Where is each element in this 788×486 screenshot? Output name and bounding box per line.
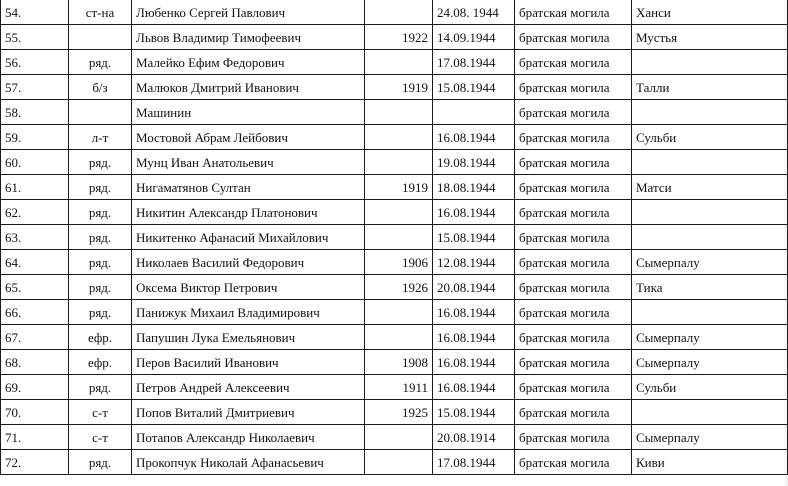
- name-cell: Нигаматянов Султан: [132, 175, 365, 200]
- registry-rows: [1, 0, 788, 475]
- table-row: [1, 375, 788, 400]
- burial-type-cell: братская могила: [515, 275, 632, 300]
- rank-cell: ряд.: [69, 150, 132, 175]
- row-number: 54.: [1, 0, 69, 25]
- burial-type-cell: братская могила: [515, 125, 632, 150]
- row-number: 55.: [1, 25, 69, 50]
- name-cell: Потапов Александр Николаевич: [132, 425, 365, 450]
- row-number: 71.: [1, 425, 69, 450]
- rank-cell: ряд.: [69, 50, 132, 75]
- row-number: 57.: [1, 75, 69, 100]
- row-number: 56.: [1, 50, 69, 75]
- name-cell: Панижук Михаил Владимирович: [132, 300, 365, 325]
- death-date-cell: 16.08.1944: [433, 375, 515, 400]
- table-row: [1, 325, 788, 350]
- table-row: [1, 400, 788, 425]
- burial-place-cell: [632, 100, 788, 125]
- table-row: [1, 300, 788, 325]
- rank-cell: [69, 100, 132, 125]
- burial-type-cell: братская могила: [515, 150, 632, 175]
- death-date-cell: 18.08.1944: [433, 175, 515, 200]
- birth-year-cell: [365, 50, 433, 75]
- death-date-cell: 16.08.1944: [433, 300, 515, 325]
- burial-place-cell: [632, 50, 788, 75]
- rank-cell: ряд.: [69, 300, 132, 325]
- row-number: 68.: [1, 350, 69, 375]
- name-cell: Прокопчук Николай Афанасьевич: [132, 450, 365, 475]
- name-cell: Малейко Ефим Федорович: [132, 50, 365, 75]
- birth-year-cell: 1922: [365, 25, 433, 50]
- name-cell: Николаев Василий Федорович: [132, 250, 365, 275]
- name-cell: Попов Виталий Дмитриевич: [132, 400, 365, 425]
- burial-place-cell: Сульби: [632, 375, 788, 400]
- burial-type-cell: братская могила: [515, 0, 632, 25]
- name-cell: Никитенко Афанасий Михайлович: [132, 225, 365, 250]
- row-number: 63.: [1, 225, 69, 250]
- rank-cell: ряд.: [69, 375, 132, 400]
- death-date-cell: 20.08.1914: [433, 425, 515, 450]
- death-date-cell: 14.09.1944: [433, 25, 515, 50]
- burial-place-cell: Ханси: [632, 0, 788, 25]
- burial-place-cell: Киви: [632, 450, 788, 475]
- table-row: [1, 350, 788, 375]
- burial-place-cell: [632, 400, 788, 425]
- name-cell: Малюков Дмитрий Иванович: [132, 75, 365, 100]
- table-row: [1, 175, 788, 200]
- death-date-cell: 20.08.1944: [433, 275, 515, 300]
- name-cell: Папушин Лука Емельянович: [132, 325, 365, 350]
- burial-type-cell: братская могила: [515, 425, 632, 450]
- burial-place-cell: [632, 300, 788, 325]
- rank-cell: ряд.: [69, 225, 132, 250]
- rank-cell: [69, 25, 132, 50]
- burial-place-cell: [632, 150, 788, 175]
- rank-cell: ряд.: [69, 450, 132, 475]
- table-row: [1, 275, 788, 300]
- table-row: [1, 225, 788, 250]
- burial-place-cell: Сульби: [632, 125, 788, 150]
- burial-place-cell: Сымерпалу: [632, 350, 788, 375]
- birth-year-cell: 1906: [365, 250, 433, 275]
- burial-type-cell: братская могила: [515, 25, 632, 50]
- death-date-cell: 12.08.1944: [433, 250, 515, 275]
- birth-year-cell: 1925: [365, 400, 433, 425]
- death-date-cell: 17.08.1944: [433, 450, 515, 475]
- birth-year-cell: [365, 100, 433, 125]
- rank-cell: л-т: [69, 125, 132, 150]
- row-number: 59.: [1, 125, 69, 150]
- table-row: [1, 75, 788, 100]
- rank-cell: ряд.: [69, 250, 132, 275]
- rank-cell: ефр.: [69, 350, 132, 375]
- row-number: 61.: [1, 175, 69, 200]
- name-cell: Никитин Александр Платонович: [132, 200, 365, 225]
- death-date-cell: 17.08.1944: [433, 50, 515, 75]
- name-cell: Мунц Иван Анатольевич: [132, 150, 365, 175]
- death-date-cell: 15.08.1944: [433, 75, 515, 100]
- burial-type-cell: братская могила: [515, 300, 632, 325]
- birth-year-cell: [365, 125, 433, 150]
- burial-type-cell: братская могила: [515, 175, 632, 200]
- burial-place-cell: Мустья: [632, 25, 788, 50]
- birth-year-cell: [365, 150, 433, 175]
- burial-type-cell: братская могила: [515, 200, 632, 225]
- name-cell: Петров Андрей Алексеевич: [132, 375, 365, 400]
- table-row: [1, 250, 788, 275]
- table-row: [1, 425, 788, 450]
- row-number: 62.: [1, 200, 69, 225]
- table-row: [1, 100, 788, 125]
- name-cell: Любенко Сергей Павлович: [132, 0, 365, 25]
- death-date-cell: 24.08. 1944: [433, 0, 515, 25]
- birth-year-cell: 1911: [365, 375, 433, 400]
- burial-place-cell: Матси: [632, 175, 788, 200]
- birth-year-cell: 1919: [365, 175, 433, 200]
- birth-year-cell: [365, 425, 433, 450]
- death-date-cell: 15.08.1944: [433, 400, 515, 425]
- death-date-cell: 16.08.1944: [433, 125, 515, 150]
- row-number: 66.: [1, 300, 69, 325]
- row-number: 70.: [1, 400, 69, 425]
- birth-year-cell: [365, 225, 433, 250]
- death-date-cell: 19.08.1944: [433, 150, 515, 175]
- table-row: [1, 50, 788, 75]
- rank-cell: б/з: [69, 75, 132, 100]
- table-row: [1, 25, 788, 50]
- table-row: [1, 450, 788, 475]
- rank-cell: ряд.: [69, 175, 132, 200]
- burial-type-cell: братская могила: [515, 400, 632, 425]
- burial-type-cell: братская могила: [515, 325, 632, 350]
- burial-type-cell: братская могила: [515, 375, 632, 400]
- rank-cell: ефр.: [69, 325, 132, 350]
- burial-type-cell: братская могила: [515, 350, 632, 375]
- birth-year-cell: 1926: [365, 275, 433, 300]
- name-cell: Мостовой Абрам Лейбович: [132, 125, 365, 150]
- birth-year-cell: 1908: [365, 350, 433, 375]
- row-number: 60.: [1, 150, 69, 175]
- burial-place-cell: Сымерпалу: [632, 250, 788, 275]
- death-date-cell: 16.08.1944: [433, 200, 515, 225]
- death-date-cell: 16.08.1944: [433, 350, 515, 375]
- row-number: 72.: [1, 450, 69, 475]
- burial-place-cell: Талли: [632, 75, 788, 100]
- name-cell: Львов Владимир Тимофеевич: [132, 25, 365, 50]
- rank-cell: ст-на: [69, 0, 132, 25]
- table-row: [1, 0, 788, 25]
- burial-place-cell: Сымерпалу: [632, 325, 788, 350]
- table-row: [1, 150, 788, 175]
- burial-place-cell: [632, 225, 788, 250]
- death-date-cell: 16.08.1944: [433, 325, 515, 350]
- death-date-cell: 15.08.1944: [433, 225, 515, 250]
- burial-type-cell: братская могила: [515, 75, 632, 100]
- name-cell: Оксема Виктор Петрович: [132, 275, 365, 300]
- birth-year-cell: [365, 0, 433, 25]
- rank-cell: с-т: [69, 425, 132, 450]
- rank-cell: ряд.: [69, 275, 132, 300]
- row-number: 58.: [1, 100, 69, 125]
- name-cell: Машинин: [132, 100, 365, 125]
- birth-year-cell: [365, 200, 433, 225]
- row-number: 65.: [1, 275, 69, 300]
- birth-year-cell: 1919: [365, 75, 433, 100]
- birth-year-cell: [365, 300, 433, 325]
- burial-type-cell: братская могила: [515, 50, 632, 75]
- row-number: 69.: [1, 375, 69, 400]
- burial-place-cell: Сымерпалу: [632, 425, 788, 450]
- burial-type-cell: братская могила: [515, 450, 632, 475]
- death-date-cell: [433, 100, 515, 125]
- row-number: 67.: [1, 325, 69, 350]
- birth-year-cell: [365, 325, 433, 350]
- rank-cell: ряд.: [69, 200, 132, 225]
- birth-year-cell: [365, 450, 433, 475]
- burial-place-cell: [632, 200, 788, 225]
- row-number: 64.: [1, 250, 69, 275]
- table-row: [1, 200, 788, 225]
- burial-place-cell: Тика: [632, 275, 788, 300]
- rank-cell: с-т: [69, 400, 132, 425]
- table-row: [1, 125, 788, 150]
- burial-type-cell: братская могила: [515, 100, 632, 125]
- burial-type-cell: братская могила: [515, 250, 632, 275]
- name-cell: Перов Василий Иванович: [132, 350, 365, 375]
- burial-type-cell: братская могила: [515, 225, 632, 250]
